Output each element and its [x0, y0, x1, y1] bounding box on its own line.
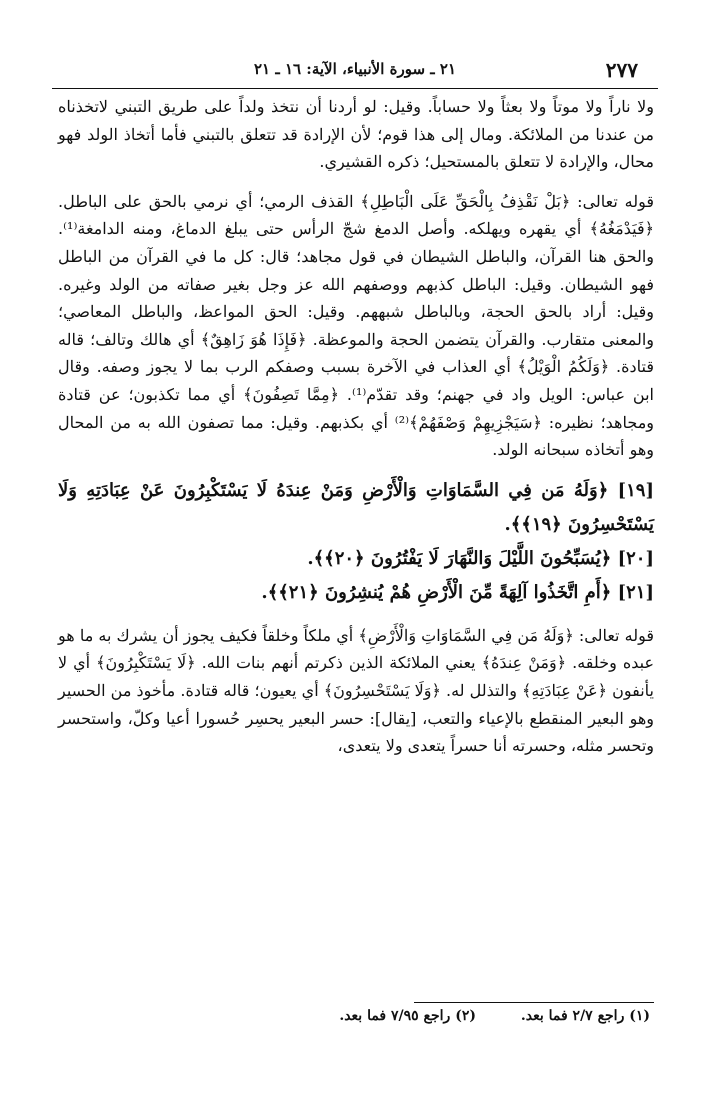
paragraph: قوله تعالى: ﴿بَلْ نَقْذِفُ بِالْحَقِّ عَلَى الْبَاطِلِ﴾ القذف الرمي؛ أي نرمي بالحق على الباطل. ﴿فَيَدْمَغُهُ﴾ أي يقهره ويهلكه. وأصل الدمغ شجّ الرأس حتى يبلغ الدماغ، ومنه الدامغة⁽¹⁾. والحق هنا القرآن، والباطل الشيطان في قول مجاهد؛ قال: كل ما في القرآن من الباطل فهو الشيطان. وقيل: الباطل كذبهم ووصفهم الله عز وجل بغير صفاته من الولد وغيره. وقيل: أراد بالحق الحجة، وبالباطل شبههم. وقيل: الحق المواعظ، والباطل المعاصي؛ والمعنى متقارب. والقرآن يتضمن الحجة والموعظة. ﴿فَإِذَا هُوَ زَاهِقٌ﴾ أي هالك وتالف؛ قاله قتادة. ﴿وَلَكُمُ الْوَيْلُ﴾ أي العذاب في الآخرة بسبب وصفكم الرب بما لا يجوز وصفه. وقال ابن عباس: الويل واد في جهنم؛ وقد تقدّم⁽¹⁾. ﴿مِمَّا تَصِفُونَ﴾ أي مما تكذبون؛ عن قتادة ومجاهد؛ نظيره: ﴿سَيَجْزِيهِمْ وَصْفَهُمْ﴾⁽²⁾ أي بكذبهم. وقيل: مما تصفون الله به من المحال وهو أتخاذه سبحانه الولد.	[58, 191, 654, 460]
running-title: ٢١ ـ سورة الأنبياء، الآية: ١٦ ـ ٢١	[253, 60, 457, 78]
page-header	[52, 58, 658, 89]
body-text	[58, 93, 654, 760]
commentary-paragraph: قوله تعالى: ﴿وَلَهُ مَن فِي السَّمَاوَاتِ وَالْأَرْضِ﴾ أي ملكاً وخلقاً فكيف يجوز أن يشرك به ما هو عبده وخلقه. ﴿وَمَنْ عِندَهُ﴾ يعني الملائكة الذين ذكرتم أنهم بنات الله. ﴿لَا يَسْتَكْبِرُونَ﴾ أي لا يأنفون ﴿عَنْ عِبَادَتِهِ﴾ والتذلل له. ﴿وَلَا يَسْتَحْسِرُونَ﴾ أي يعيون؛ قاله قتادة. مأخوذ من الحسير وهو البعير المنقطع بالإعياء والتعب، [يقال]: حسر البعير يحسِر حُسورا أعيا وكلّ، واستحسر وتحسر مثله، وحسرته أنا حسراً يتعدى ولا يتعدى،	[58, 625, 654, 756]
verse-block	[58, 474, 654, 610]
footnotes	[58, 1008, 650, 1024]
footnote-2: (٢) راجع ٧/٩٥ فما بعد.	[339, 1008, 476, 1024]
verse-20: [٢٠] ﴿يُسَبِّحُونَ اللَّيْلَ وَالنَّهَارَ لَا يَفْتُرُونَ ﴿٢٠﴾﴾.	[307, 547, 654, 569]
paragraph: ولا ناراً ولا موتاً ولا بعثاً ولا حساباً. وقيل: لو أردنا أن نتخذ ولداً على طريق التبني لاتخذناه من عندنا من الملائكة. ومال إلى هذا قوم؛ لأن الإرادة قد تتعلق بالتبني فأما أتخاذ الولد فهو محال، والإرادة لا تتعلق بالمستحيل؛ ذكره القشيري.	[58, 97, 654, 172]
verse-19: [١٩] ﴿وَلَهُ مَن فِي السَّمَاوَاتِ وَالْأَرْضِ وَمَنْ عِندَهُ لَا يَسْتَكْبِرُونَ عَنْ عِبَادَتِهِ وَلَا يَسْتَحْسِرُونَ ﴿١٩﴾﴾.	[58, 479, 654, 535]
page-number: ٢٧٧	[605, 58, 638, 82]
footnote-divider	[414, 1002, 654, 1003]
verse-21: [٢١] ﴿أَمِ اتَّخَذُوا آلِهَةً مِّنَ الْأَرْضِ هُمْ يُنشِرُونَ ﴿٢١﴾﴾.	[261, 581, 654, 603]
footnote-1: (١) راجع ٢/٧ فما بعد.	[520, 1008, 650, 1024]
